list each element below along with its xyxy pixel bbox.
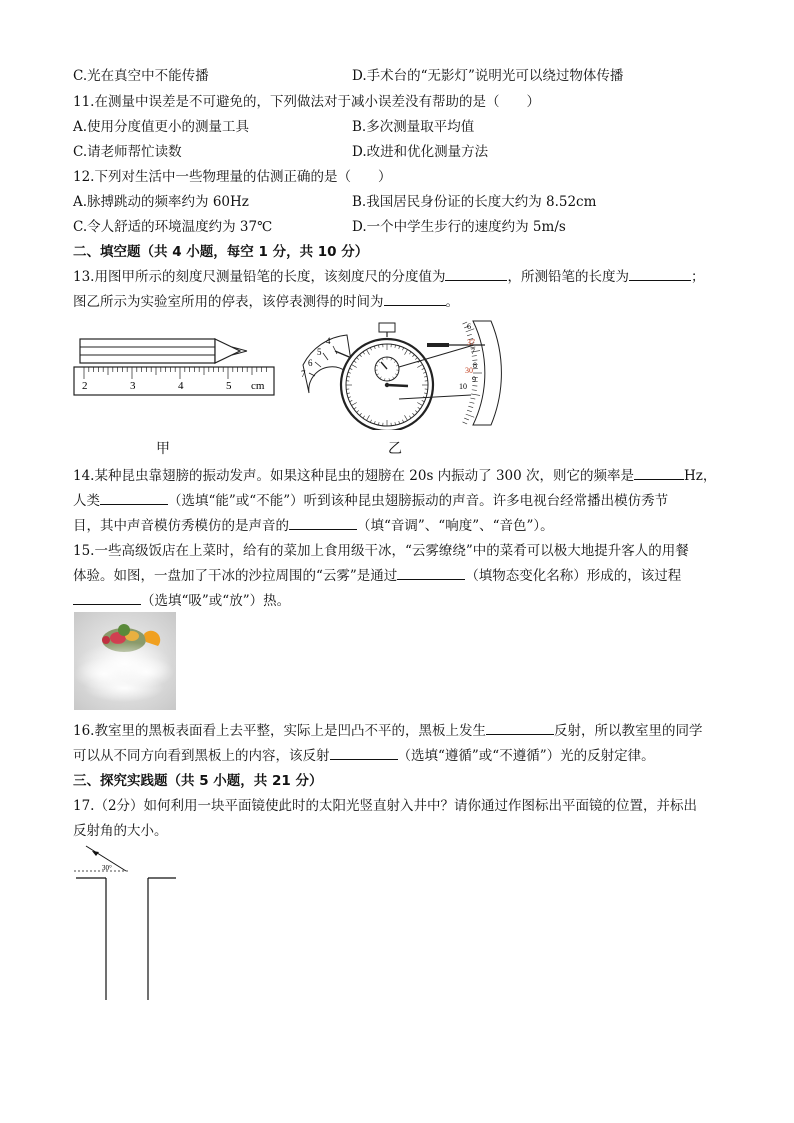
section2-heading: 二、填空题（共 4 小题，每空 1 分，共 10 分） (73, 244, 369, 260)
q11-option-a: A.使用分度值更小的测量工具 (73, 119, 250, 135)
q12-option-a: A.脉搏跳动的频率约为 60Hz (73, 194, 249, 210)
large-dial-7: 7 (471, 347, 475, 356)
q14-line3 (73, 514, 554, 534)
q11-option-c: C.请老师帮忙读数 (73, 144, 182, 160)
q14-blank-hear[interactable] (100, 491, 168, 505)
q13-text-1b: ，所测铅笔的长度为 (507, 269, 629, 285)
second-hand (387, 385, 408, 386)
arc-tick (466, 414, 474, 417)
q16-text-1a: 16.教室里的黑板表面看上去平整，实际上是凹凸不平的，黑板上发生 (73, 723, 486, 739)
q13-text-1c: ； (690, 269, 705, 285)
large-dial-10: 10 (459, 382, 467, 391)
pencil-body (80, 339, 215, 363)
arc-tick (470, 398, 475, 399)
q14-text-3b: （填“音调”、“响度”、“音色”）。 (357, 518, 554, 534)
dry-ice-salad-photo (74, 612, 176, 710)
q14-text-2a: 人类 (73, 493, 100, 509)
q16-line2 (73, 744, 655, 764)
large-dial-30: 30 (465, 366, 473, 375)
q15-line1: 15.一些高级饭店在上菜时，给有的菜加上食用级干冰，“云雾缭绕”中的菜肴可以极大地提升客人的用餐 (73, 543, 689, 559)
arc-tick (464, 418, 469, 420)
q16-blank-reflection[interactable] (486, 721, 554, 735)
q15-text-2a: 体验。如图，一盘加了干冰的沙拉周围的“云雾”是通过 (73, 568, 398, 584)
q13-line2 (73, 290, 459, 310)
q10-option-c: C.光在真空中不能传播 (73, 68, 209, 84)
large-dial-8: 8 (473, 361, 477, 370)
angle-label: 30° (102, 864, 112, 872)
q13-line1 (73, 265, 704, 285)
stopwatch-crown[interactable] (379, 323, 395, 332)
large-dial-6: 6 (467, 322, 471, 331)
q16-line1 (73, 719, 702, 739)
q11-option-d: D.改进和优化测量方法 (352, 144, 489, 160)
q16-blank-law[interactable] (330, 746, 398, 760)
q16-text-1b: 反射，所以教室里的同学 (553, 723, 703, 739)
q15-text-3b: （选填“吸”或“放”）热。 (141, 593, 291, 609)
stopwatch-figure (295, 315, 510, 430)
figure-label-yi: 乙 (388, 441, 402, 457)
q13-blank-division[interactable] (445, 267, 507, 281)
q16-text-2b: （选填“遵循”或“不遵循”）光的反射定律。 (397, 748, 655, 764)
arc-tick (471, 394, 480, 396)
q14-text-3a: 目，其中声音模仿秀模仿的是声音的 (73, 518, 289, 534)
arc-tick (469, 402, 474, 403)
small-dial-7: 7 (301, 369, 306, 379)
q14-line2 (73, 489, 668, 509)
q15-text-2b: （填物态变化名称）形成的，该过程 (465, 568, 682, 584)
q12-stem: 12.下列对生活中一些物理量的估测正确的是（ ） (73, 169, 392, 185)
q15-blank-phase-change[interactable] (397, 566, 465, 580)
pencil-tip (215, 339, 240, 363)
arc-tick (472, 386, 477, 387)
q16-text-2a: 可以从不同方向看到黑板上的内容，该反射 (73, 748, 330, 764)
small-dial-5: 5 (317, 347, 322, 357)
q17-line2: 反射角的大小。 (73, 823, 168, 839)
large-dial-37: 37 (467, 338, 475, 347)
small-dial-6: 6 (308, 358, 313, 368)
q11-stem: 11.在测量中误差是不可避免的，下列做法对于减小误差没有帮助的是（ ） (73, 94, 540, 110)
q13-blank-length[interactable] (629, 267, 691, 281)
q15-blank-heat[interactable] (73, 591, 141, 605)
q11-option-b: B.多次测量取平均值 (352, 119, 475, 135)
q13-blank-time[interactable] (384, 292, 446, 306)
arc-tick (468, 406, 473, 407)
q14-line1 (73, 464, 716, 484)
q12-option-c: C.令人舒适的环境温度约为 37℃ (73, 219, 273, 235)
arc-tick (467, 334, 472, 336)
arc-tick (472, 390, 477, 391)
ruler-label-cm: cm (251, 380, 265, 392)
q17-line1: 17.（2分）如何利用一块平面镜使此时的太阳光竖直射入井中？请你通过作图标出平面镜的位置，并标出 (73, 798, 698, 814)
q13-text-2b: 。 (445, 294, 459, 310)
ruler-label-4: 4 (178, 380, 184, 392)
section3-heading: 三、探究实践题（共 5 小题，共 21 分） (73, 773, 323, 789)
q14-text-1b: Hz， (684, 468, 717, 484)
q12-option-b: B.我国居民身份证的长度大约为 8.52cm (352, 194, 597, 210)
small-dial-4: 4 (326, 336, 331, 346)
large-dial-9: 9 (472, 375, 476, 384)
ruler-label-3: 3 (130, 380, 136, 392)
q14-blank-property[interactable] (289, 516, 357, 530)
ruler (74, 367, 274, 395)
q15-line3 (73, 589, 290, 609)
figure-label-jia: 甲 (156, 441, 170, 457)
q14-text-2b: （选填“能”或“不能”）听到该种昆虫翅膀振动的声音。许多电视台经常播出模仿秀节 (168, 493, 669, 509)
q12-option-d: D.一个中学生步行的速度约为 5m/s (352, 219, 566, 235)
arc-tick (467, 410, 472, 412)
ruler-label-2: 2 (82, 380, 88, 392)
arc-tick (463, 422, 468, 424)
well-diagram (70, 840, 190, 1005)
ruler-pencil-figure (70, 325, 280, 400)
q10-option-d: D.手术台的“无影灯”说明光可以绕过物体传播 (352, 68, 624, 84)
q14-blank-frequency[interactable] (634, 466, 684, 480)
q13-text-2a: 图乙所示为实验室所用的停表，该停表测得的时间为 (73, 294, 384, 310)
q13-text-1a: 13.用图甲所示的刻度尺测量铅笔的长度，该刻度尺的分度值为 (73, 269, 446, 285)
q15-line2 (73, 564, 681, 584)
ruler-label-5: 5 (226, 380, 232, 392)
q14-text-1a: 14.某种昆虫靠翅膀的振动发声。如果这种昆虫的翅膀在 20s 内振动了 300 次，则它的频率是 (73, 468, 635, 484)
